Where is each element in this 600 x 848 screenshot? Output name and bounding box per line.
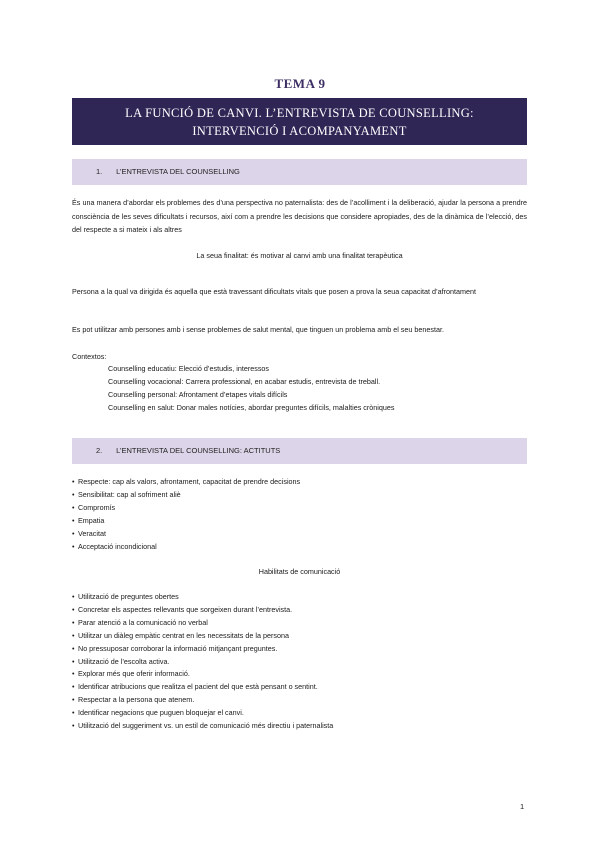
bullet-icon: • xyxy=(72,515,75,525)
context-item: Counselling vocacional: Carrera professional, en acabar estudis, entrevista de treball. xyxy=(108,377,381,386)
bullet-icon: • xyxy=(72,708,75,718)
list-item xyxy=(72,476,300,489)
finalitat-statement: La seua finalitat: és motivar al canvi amb una finalitat terapèutica xyxy=(196,251,403,260)
list-item xyxy=(72,707,333,720)
bullet-icon: • xyxy=(72,656,75,666)
list-item-text: Utilització de preguntes obertes xyxy=(78,592,179,601)
list-item xyxy=(72,541,300,554)
list-item-text: Respectar a la persona que atenem. xyxy=(78,695,195,705)
context-item: Counselling personal: Afrontament d’etapes vitals difícils xyxy=(108,390,288,399)
list-item xyxy=(72,604,333,617)
list-item-text: Utilització de l’escolta activa. xyxy=(78,656,170,666)
chapter-title-banner xyxy=(72,98,527,145)
list-item-text: Veracitat xyxy=(78,528,106,538)
bullet-icon: • xyxy=(72,721,75,731)
list-item-text: No pressuposar corroborar la informació mitjançant preguntes. xyxy=(78,643,278,653)
list-item-text: Compromís xyxy=(78,502,116,512)
bullet-icon: • xyxy=(72,592,75,601)
list-item-text: Sensibilitat: cap al sofriment aliè xyxy=(78,489,181,499)
bullet-icon: • xyxy=(72,528,75,538)
list-item xyxy=(72,591,333,604)
list-item xyxy=(72,643,333,656)
context-item: Counselling en salut: Donar males notícies, abordar preguntes difícils, malalties cròniques xyxy=(108,403,395,412)
list-item-text: Identificar negacions que puguen bloquejar el canvi. xyxy=(78,708,244,718)
list-item xyxy=(72,681,333,694)
list-item-text: Empatia xyxy=(78,515,105,525)
persona-paragraph: Persona a la qual va dirigida és aquella que està travessant dificultats vitals que posen a prova la seua capacitat d’afrontament xyxy=(72,287,476,296)
section-2-heading xyxy=(72,438,527,464)
bullet-icon: • xyxy=(72,604,75,614)
section-2-title: L’ENTREVISTA DEL COUNSELLING: ACTITUTS xyxy=(116,446,281,455)
list-item-text: Respecte: cap als valors, afrontament, capacitat de prendre decisions xyxy=(78,477,301,486)
bullet-icon: • xyxy=(72,502,75,512)
bullet-icon: • xyxy=(72,669,75,679)
section-1-heading xyxy=(72,159,527,185)
list-item-text: Explorar més que oferir informació. xyxy=(78,669,190,679)
bullet-icon: • xyxy=(72,643,75,653)
bullet-icon: • xyxy=(72,489,75,499)
list-item-text: Utilitzar un diàleg empàtic centrat en les necessitats de la persona xyxy=(78,630,289,640)
list-item xyxy=(72,617,333,630)
habilitats-title: Habilitats de comunicació xyxy=(258,567,341,576)
contextos-label: Contextos: xyxy=(72,352,107,361)
section-1-intro: És una manera d’abordar els problemes des d’una perspectiva no paternalista: des de l’acolliment i la deliberació, ajudar la persona a prendre consciència de les seves dificultats i recursos, així com a prendre les decisions que considere apropiades, des de la dinàmica de l’elecció, des del respecte a si mateix i als altres xyxy=(72,198,527,234)
list-item-text: Acceptació incondicional xyxy=(78,541,157,551)
chapter-title-line1: LA FUNCIÓ DE CANVI. L’ENTREVISTA DE COUNSELLING: xyxy=(125,106,474,120)
list-item-text: Concretar els aspectes rellevants que sorgeixen durant l’entrevista. xyxy=(78,604,293,614)
list-item-text: Identificar atribucions que realitza el pacient del que està pensant o sentint. xyxy=(78,682,318,692)
section-1-number: 1. xyxy=(96,167,103,176)
utilitzar-paragraph: Es pot utilitzar amb persones amb i sense problemes de salut mental, que tinguen un problema amb el seu benestar. xyxy=(72,325,444,334)
chapter-label: TEMA 9 xyxy=(274,76,326,91)
bullet-icon: • xyxy=(72,630,75,640)
list-item-text: Parar atenció a la comunicació no verbal xyxy=(78,617,208,627)
bullet-icon: • xyxy=(72,682,75,692)
bullet-icon: • xyxy=(72,477,75,486)
list-item xyxy=(72,515,300,528)
list-item-text: Utilització del suggeriment vs. un estil de comunicació més directiu i paternalista xyxy=(78,721,334,731)
bullet-icon: • xyxy=(72,695,75,705)
list-item xyxy=(72,630,333,643)
context-item: Counselling educatiu: Elecció d’estudis, interessos xyxy=(108,364,270,373)
section-1-title: L’ENTREVISTA DEL COUNSELLING xyxy=(116,167,240,176)
habilitats-list xyxy=(72,591,333,733)
page-number: 1 xyxy=(520,802,525,811)
bullet-icon: • xyxy=(72,617,75,627)
list-item xyxy=(72,668,333,681)
list-item xyxy=(72,489,300,502)
chapter-title-line2: INTERVENCIÓ I ACOMPANYAMENT xyxy=(192,124,407,138)
list-item xyxy=(72,528,300,541)
list-item xyxy=(72,502,300,515)
bullet-icon: • xyxy=(72,541,75,551)
list-item xyxy=(72,720,333,733)
actituts-list xyxy=(72,476,300,553)
list-item xyxy=(72,694,333,707)
section-2-number: 2. xyxy=(96,446,103,455)
list-item xyxy=(72,656,333,669)
